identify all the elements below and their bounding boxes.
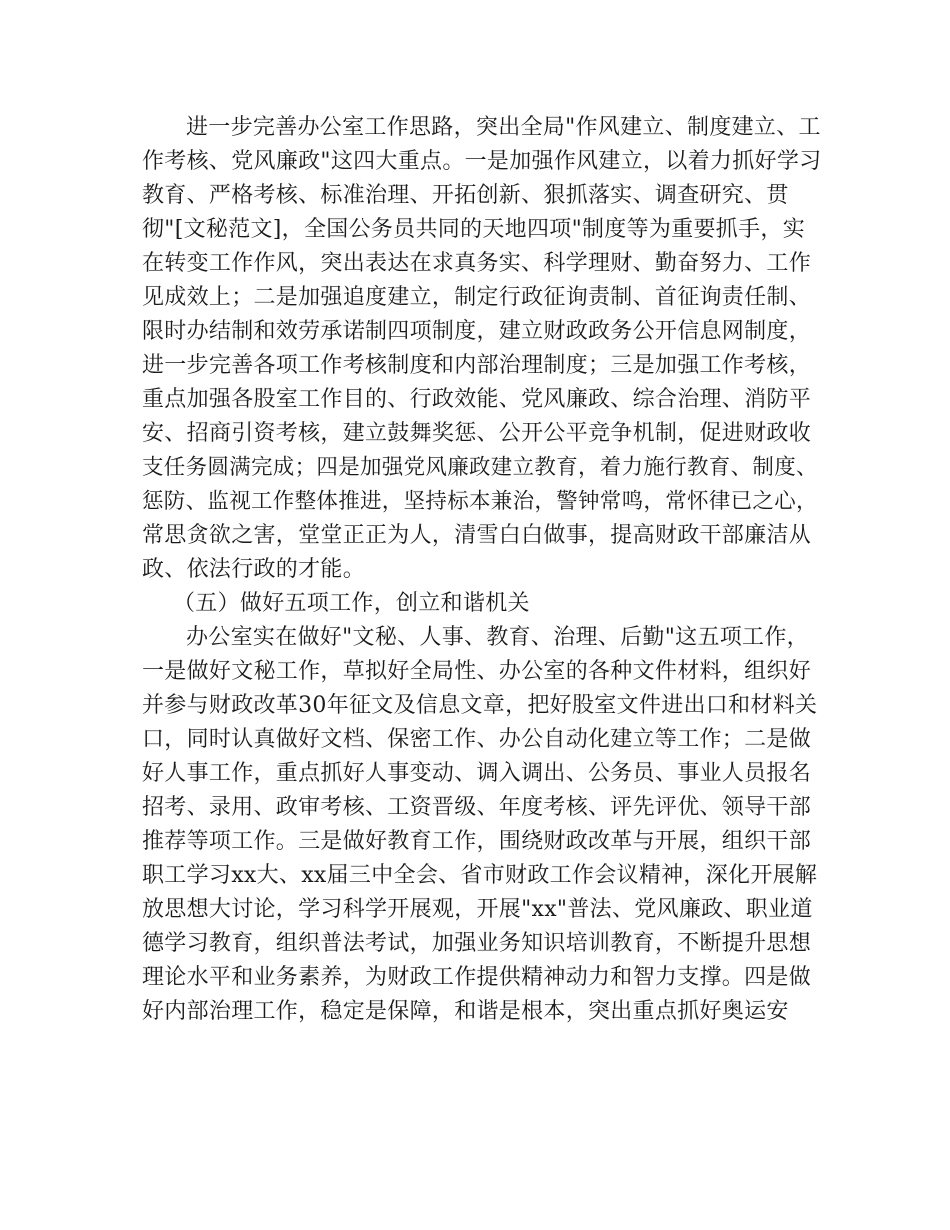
paragraph-line: 进一步完善办公室工作思路，突出全局"作风建立、制度建立、工 [186, 115, 821, 140]
paragraph-line: 作考核、党风廉政"这四大重点。一是加强作风建立，以着力抓好学习 [142, 149, 822, 174]
paragraph-line: 口，同时认真做好文档、保密工作、办公自动化建立等工作；二是做 [142, 727, 812, 752]
paragraph-line: 进一步完善各项工作考核制度和内部治理制度；三是加强工作考核， [142, 353, 812, 378]
paragraph-line: 招考、录用、政审考核、工资晋级、年度考核、评先评优、领导干部 [142, 795, 812, 820]
paragraph-line: 教育、严格考核、标准治理、开拓创新、狠抓落实、调查研究、贯 [142, 183, 789, 208]
paragraph-line: 政、依法行政的才能。 [142, 557, 366, 582]
paragraph-line: 限时办结制和效劳承诺制四项制度，建立财政政务公开信息网制度， [142, 319, 812, 344]
paragraph-line: 好人事工作，重点抓好人事变动、调入调出、公务员、事业人员报名 [142, 761, 812, 786]
paragraph-line: 惩防、监视工作整体推进，坚持标本兼治，警钟常鸣，常怀律已之心， [142, 489, 818, 514]
paragraph-line: 办公室实在做好"文秘、人事、教育、治理、后勤"这五项工作， [186, 625, 809, 650]
paragraph-line: 推荐等项工作。三是做好教育工作，围绕财政改革与开展，组织干部 [142, 829, 812, 854]
paragraph-line: 理论水平和业务素养，为财政工作提供精神动力和智力支撑。四是做 [142, 965, 812, 990]
paragraph-line: 并参与财政改革30年征文及信息文章，把好股室文件进出口和材料关 [142, 693, 818, 718]
paragraph-line: 一是做好文秘工作，草拟好全局性、办公室的各种文件材料，组织好 [142, 659, 812, 684]
paragraph-line: 见成效上；二是加强追度建立，制定行政征询责制、首征询责任制、 [142, 285, 812, 310]
paragraph-line: 安、招商引资考核，建立鼓舞奖惩、公开公平竞争机制，促进财政收 [142, 421, 812, 446]
paragraph-line: 德学习教育，组织普法考试，加强业务知识培训教育，不断提升思想 [142, 931, 812, 956]
paragraph-line: 职工学习xx大、xx届三中全会、省市财政工作会议精神，深化开展解 [142, 863, 818, 888]
paragraph-line: 重点加强各股室工作目的、行政效能、党风廉政、综合治理、消防平 [142, 387, 812, 412]
paragraph-line: 好内部治理工作，稳定是保障，和谐是根本，突出重点抓好奥运安 [142, 999, 789, 1024]
paragraph-line: 在转变工作作风，突出表达在求真务实、科学理财、勤奋努力、工作 [142, 251, 812, 276]
paragraph-line: 彻"[文秘范文]，全国公务员共同的天地四项"制度等为重要抓手，实 [142, 217, 806, 242]
paragraph-line: 支任务圆满完成；四是加强党风廉政建立教育，着力施行教育、制度、 [142, 455, 818, 480]
paragraph-line: 常思贪欲之害，堂堂正正为人，清雪白白做事，提高财政干部廉洁从 [142, 523, 812, 548]
section-heading: （五）做好五项工作，创立和谐机关 [173, 591, 530, 616]
paragraph-line: 放思想大讨论，学习科学开展观，开展"xx"普法、党风廉政、职业道 [142, 897, 813, 922]
